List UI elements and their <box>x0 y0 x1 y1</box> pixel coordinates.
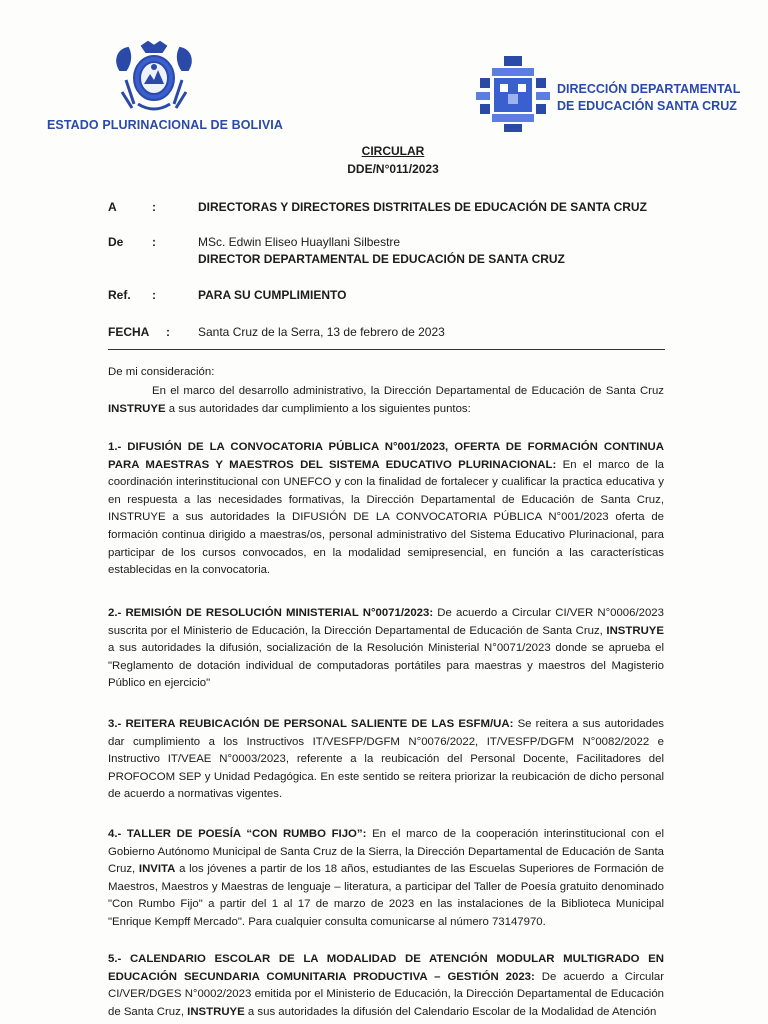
point-4-paragraph <box>108 826 664 932</box>
point-4-bold: INVITA <box>138 863 176 876</box>
circular-number: DDE/N°011/2023 <box>347 162 439 176</box>
from-label: De <box>108 235 124 249</box>
point-1-heading: 1.- DIFUSIÓN DE LA CONVOCATORIA PÚBLICA N°001/2023, OFERTA DE FORMACIÓN CONTINUA PARA MAESTRAS Y MAESTROS DEL SISTEMA EDUCATIVO PLURINACIONAL: <box>108 441 664 471</box>
point-3-heading: 3.- REITERA REUBICACIÓN DE PERSONAL SALIENTE DE LAS ESFM/UA: <box>108 718 514 730</box>
to-value: DIRECTORAS Y DIRECTORES DISTRITALES DE EDUCACIÓN DE SANTA CRUZ <box>198 200 647 214</box>
point-4-text-2: a los jóvenes a partir de los 18 años, estudiantes de las Escuelas Superiores de Formación de Maestros, Maestros y Maestras de lenguaje – literatura, a participar del Taller de Poesía gratuito denominado "Con Rumbo Fijo" a partir del 1 al 17 de marzo de 2023 en las instalaciones de la Biblioteca Municipal "Enrique Kempff Mercado". Para cualquier consulta comunicarse al número 73147970. <box>108 863 665 928</box>
date-colon: : <box>166 325 170 339</box>
point-1-paragraph <box>108 439 664 580</box>
to-label: A <box>108 200 117 214</box>
header-divider <box>108 349 665 350</box>
dde-santa-cruz-logo-icon <box>474 54 552 134</box>
point-5-text-2: a sus autoridades la difusión del Calendario Escolar de la Modalidad de Atención <box>247 1005 657 1018</box>
from-colon: : <box>152 235 156 249</box>
intro-end: a sus autoridades dar cumplimiento a los siguientes puntos: <box>168 402 471 415</box>
dde-name-line2: DE EDUCACIÓN SANTA CRUZ <box>557 99 737 113</box>
intro-bold: INSTRUYE <box>108 402 166 415</box>
point-3-text: Se reitera a sus autoridades dar cumplimiento a los Instructivos IT/VESFP/DGFM N°0076/2022, IT/VESFP/DGFM N°0082/2022 e Instructivo IT/VEAE N°0003/2023, referente a la reubicación del Personal Docente, Facilitadores del PROFOCOM SEP y Unidad Pedagógica. En este sentido se reitera priorizar la reubicación de dicho personal de acuerdo a normativas vigentes. <box>108 718 665 801</box>
point-2-paragraph <box>108 605 664 693</box>
point-4-text-1: En el marco de la cooperación interinstitucional con el Gobierno Autónomo Municipal de Santa Cruz de la Sierra, la Dirección Departamental de Educación de Santa Cruz, <box>108 828 665 876</box>
greeting: De mi consideración: <box>108 366 215 378</box>
to-colon: : <box>152 200 156 214</box>
from-title: DIRECTOR DEPARTAMENTAL DE EDUCACIÓN DE SANTA CRUZ <box>198 252 565 266</box>
dde-name <box>557 81 740 115</box>
point-2-bold: INSTRUYE <box>606 624 664 637</box>
point-3-paragraph <box>108 716 664 804</box>
dde-name-line1: DIRECCIÓN DEPARTAMENTAL <box>557 82 741 96</box>
from-name: MSc. Edwin Eliseo Huayllani Silbestre <box>198 235 401 249</box>
date-label: FECHA <box>108 325 150 339</box>
intro-paragraph <box>108 383 664 418</box>
circular-title: CIRCULAR <box>361 144 425 158</box>
point-2-heading: 2.- REMISIÓN DE RESOLUCIÓN MINISTERIAL N°0071/2023: <box>108 607 434 619</box>
ref-label: Ref. <box>108 288 131 302</box>
point-5-heading: 5.- CALENDARIO ESCOLAR DE LA MODALIDAD DE ATENCIÓN MODULAR MULTIGRADO EN EDUCACIÓN SECUNDARIA COMUNITARIA PRODUCTIVA – GESTIÓN 2023: <box>108 953 664 983</box>
point-5-paragraph <box>108 951 664 1021</box>
point-5-text-1: De acuerdo a Circular CI/VER/DGES N°0002/2023 emitida por el Ministerio de Educación, la Dirección Departamental de Educación de Santa Cruz, <box>108 970 665 1018</box>
point-2-text-1: De acuerdo a Circular CI/VER N°0006/2023 suscrita por el Ministerio de Educación, la Dirección Departamental de Educación de Santa Cruz, <box>108 607 664 637</box>
ref-colon: : <box>152 288 156 302</box>
date-value: Santa Cruz de la Serra, 13 de febrero de 2023 <box>198 325 445 339</box>
state-name: ESTADO PLURINACIONAL DE BOLIVIA <box>47 118 283 132</box>
intro-text: En el marco del desarrollo administrativo, la Dirección Departamental de Educación de Santa Cruz <box>152 385 664 397</box>
point-5-bold: INSTRUYE <box>187 1005 245 1018</box>
point-4-heading: 4.- TALLER DE POESÍA “CON RUMBO FIJO”: <box>108 828 367 840</box>
ref-value: PARA SU CUMPLIMIENTO <box>198 288 347 302</box>
bolivia-coat-of-arms-icon <box>112 40 196 116</box>
point-2-text-2: a sus autoridades la difusión, socialización de la Resolución Ministerial N°0071/2023 donde se aprueba el "Reglamento de dotación individual de computadoras portátiles para maestras y maestros del Magisterio Público en ejercicio" <box>108 642 664 690</box>
point-1-text: En el marco de la coordinación interinstitucional con UNEFCO y con la finalidad de fortalecer y cualificar la practica educativa y en respuesta a las necesidades formativas, la Dirección Departamental de Educación de Santa Cruz, INSTRUYE a sus autoridades la DIFUSIÓN DE LA CONVOCATORIA PÚBLICA N°001/2023 oferta de formación continua dirigido a maestras/os, personal administrativo del Sistema Educativo Plurinacional, para participar de los cursos convocados, en la modalidad semipresencial, en función a las características establecidas en la convocatoria. <box>108 458 665 577</box>
